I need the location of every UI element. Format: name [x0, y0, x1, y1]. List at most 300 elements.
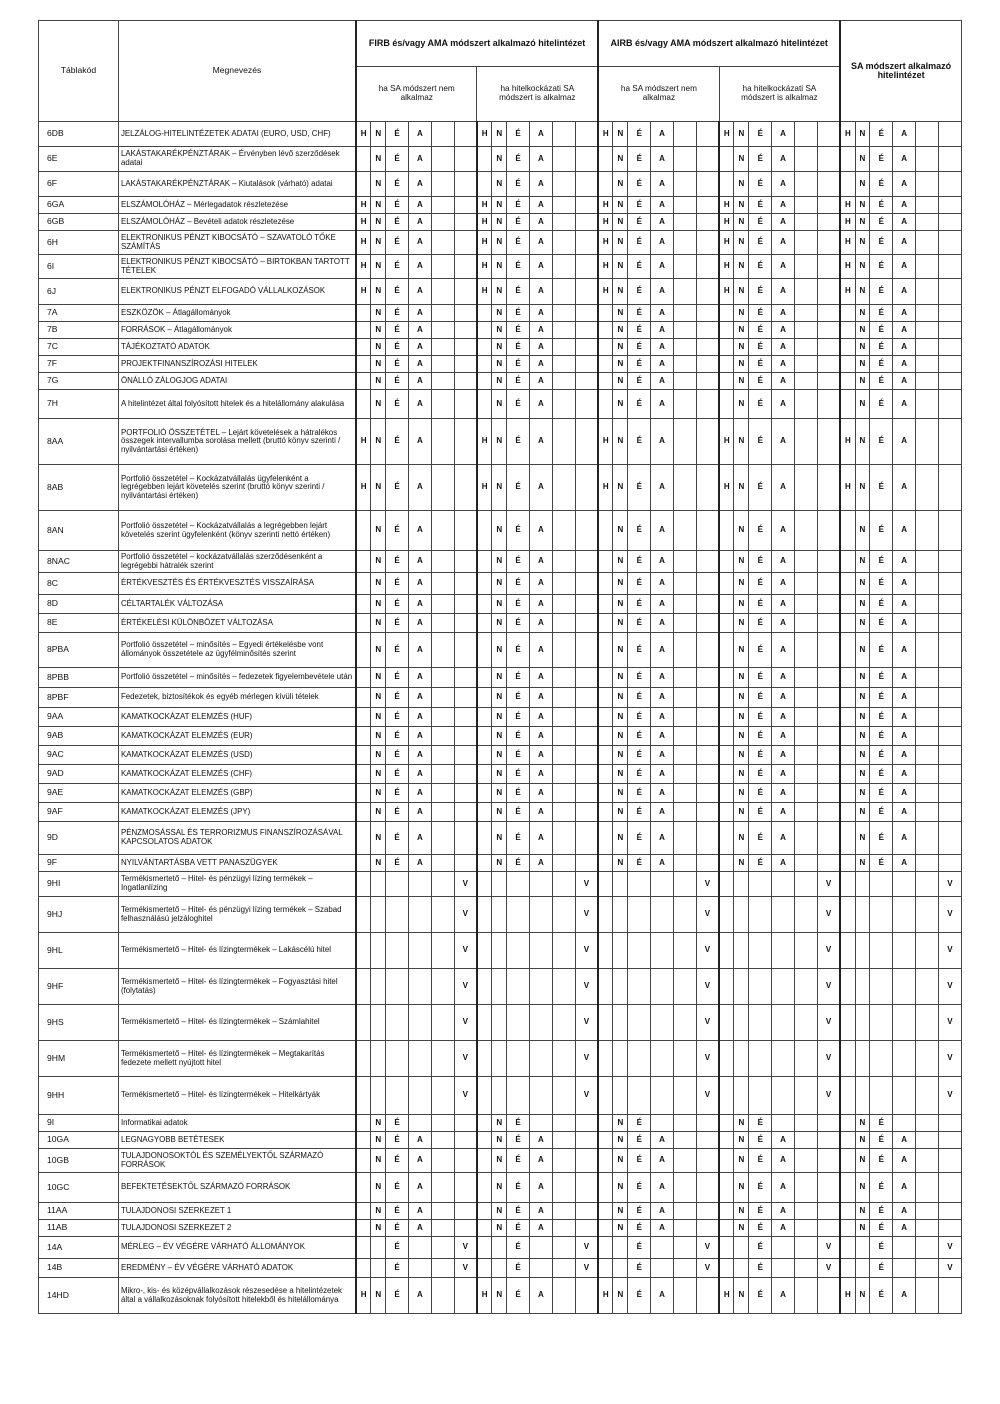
mark-cell-h: [477, 746, 492, 765]
mark-cell-x: [552, 551, 575, 573]
table-row: [39, 688, 962, 708]
mark-cell-a: A: [408, 1278, 431, 1314]
mark-cell-h: [477, 511, 492, 551]
mark-cell-x: [431, 255, 454, 279]
mark-cell-v: [938, 122, 961, 147]
mark-cell-n: N: [371, 765, 386, 784]
mark-cell-h: [477, 933, 492, 969]
mark-cell-n: [492, 1237, 507, 1259]
mark-cell-x: [673, 305, 696, 322]
mark-cell-n: N: [855, 633, 870, 668]
mark-cell-h: H: [477, 465, 492, 511]
mark-cell-a: [529, 1259, 552, 1278]
mark-cell-n: N: [734, 322, 749, 339]
mark-cell-v: [575, 708, 598, 727]
mark-cell-a: [408, 1077, 431, 1115]
mark-cell-v: [454, 595, 477, 614]
mark-cell-a: [893, 897, 916, 933]
mark-cell-h: [840, 322, 855, 339]
table-row: [39, 765, 962, 784]
mark-cell-x: [431, 1041, 454, 1077]
mark-cell-a: [529, 1005, 552, 1041]
mark-cell-h: [477, 1237, 492, 1259]
mark-cell-h: [840, 1149, 855, 1173]
mark-cell-n: N: [613, 668, 628, 688]
table-name-cell: KAMATKOCKÁZAT ELEMZÉS (GBP): [118, 784, 356, 803]
mark-cell-e: É: [628, 339, 651, 356]
mark-cell-n: N: [734, 633, 749, 668]
mark-cell-e: É: [870, 822, 893, 855]
mark-cell-h: [719, 1173, 734, 1203]
mark-cell-h: [719, 1149, 734, 1173]
mark-cell-v: V: [454, 897, 477, 933]
mark-cell-a: A: [529, 197, 552, 214]
table-code-cell: 9HF: [39, 969, 119, 1005]
mark-cell-v: [575, 255, 598, 279]
mark-cell-e: É: [507, 147, 530, 172]
mark-cell-a: A: [529, 279, 552, 305]
mark-cell-a: A: [651, 465, 674, 511]
mark-cell-v: V: [696, 1005, 719, 1041]
table-name-cell: ESZKÖZÖK – Átlagállományok: [118, 305, 356, 322]
mark-cell-a: A: [893, 1149, 916, 1173]
mark-cell-n: N: [371, 373, 386, 390]
mark-cell-e: É: [749, 214, 772, 231]
mark-cell-v: [696, 197, 719, 214]
mark-cell-e: É: [749, 305, 772, 322]
mark-cell-h: [477, 595, 492, 614]
mark-cell-n: N: [492, 708, 507, 727]
mark-cell-n: N: [492, 688, 507, 708]
mark-cell-e: [507, 1005, 530, 1041]
table-row: [39, 356, 962, 373]
mark-cell-v: [575, 1220, 598, 1237]
mark-cell-a: [408, 1259, 431, 1278]
mark-cell-n: [492, 1259, 507, 1278]
table-code-cell: 10GA: [39, 1132, 119, 1149]
mark-cell-v: [454, 1220, 477, 1237]
table-code-cell: 8PBB: [39, 668, 119, 688]
mark-cell-h: [356, 784, 371, 803]
mark-cell-v: [696, 1173, 719, 1203]
mark-cell-n: [492, 897, 507, 933]
table-name-cell: KAMATKOCKÁZAT ELEMZÉS (EUR): [118, 727, 356, 746]
mark-cell-h: H: [719, 465, 734, 511]
mark-cell-e: É: [386, 197, 409, 214]
mark-cell-e: É: [386, 356, 409, 373]
mark-cell-x: [916, 688, 939, 708]
mark-cell-a: A: [893, 765, 916, 784]
mark-cell-v: [938, 1203, 961, 1220]
mark-cell-e: É: [507, 255, 530, 279]
mark-cell-a: A: [529, 668, 552, 688]
table-code-cell: 8NAC: [39, 551, 119, 573]
mark-cell-n: N: [371, 551, 386, 573]
mark-cell-x: [916, 279, 939, 305]
mark-cell-e: É: [870, 305, 893, 322]
mark-cell-n: N: [492, 1149, 507, 1173]
mark-cell-n: N: [492, 746, 507, 765]
mark-cell-x: [916, 708, 939, 727]
mark-cell-x: [794, 933, 817, 969]
mark-cell-x: [673, 573, 696, 595]
mark-cell-e: [749, 969, 772, 1005]
table-row: [39, 855, 962, 872]
mark-cell-h: H: [719, 419, 734, 465]
mark-cell-x: [431, 614, 454, 633]
mark-cell-x: [431, 511, 454, 551]
mark-cell-x: [794, 784, 817, 803]
mark-cell-h: [719, 1132, 734, 1149]
mark-cell-a: A: [408, 122, 431, 147]
mark-cell-v: [575, 419, 598, 465]
mark-cell-v: [817, 339, 840, 356]
mark-cell-n: [613, 1005, 628, 1041]
mark-cell-n: N: [371, 279, 386, 305]
mark-cell-h: [719, 172, 734, 197]
mark-cell-e: É: [628, 1149, 651, 1173]
mark-cell-a: A: [529, 122, 552, 147]
mark-cell-h: [477, 339, 492, 356]
mark-cell-e: É: [386, 803, 409, 822]
mark-cell-e: É: [386, 339, 409, 356]
mark-cell-a: A: [772, 551, 795, 573]
mark-cell-v: [938, 214, 961, 231]
mark-cell-x: [431, 231, 454, 255]
mark-cell-x: [431, 390, 454, 419]
table-name-cell: Termékismertető – Hitel- és lízingtermékek – Hitelkártyák: [118, 1077, 356, 1115]
mark-cell-x: [552, 1220, 575, 1237]
mark-cell-h: H: [356, 419, 371, 465]
table-row: [39, 1115, 962, 1132]
table-row: [39, 122, 962, 147]
mark-cell-n: N: [613, 573, 628, 595]
mark-cell-x: [673, 1220, 696, 1237]
mark-cell-x: [673, 1041, 696, 1077]
mark-cell-v: [817, 688, 840, 708]
mark-cell-h: [598, 373, 613, 390]
mark-cell-a: A: [529, 1149, 552, 1173]
mark-cell-n: N: [492, 419, 507, 465]
mark-cell-e: É: [386, 1203, 409, 1220]
table-code-cell: 11AB: [39, 1220, 119, 1237]
mark-cell-h: [598, 803, 613, 822]
mark-cell-x: [794, 765, 817, 784]
mark-cell-a: A: [651, 373, 674, 390]
mark-cell-a: [772, 933, 795, 969]
mark-cell-a: A: [893, 305, 916, 322]
mark-cell-h: [598, 633, 613, 668]
mark-cell-h: [356, 1237, 371, 1259]
mark-cell-e: É: [628, 356, 651, 373]
mark-cell-v: [575, 822, 598, 855]
mark-cell-e: [507, 872, 530, 897]
mark-cell-n: N: [855, 465, 870, 511]
mark-cell-n: N: [855, 172, 870, 197]
mark-cell-h: [719, 784, 734, 803]
mark-cell-x: [673, 1077, 696, 1115]
mark-cell-v: [696, 339, 719, 356]
mark-cell-h: [598, 1005, 613, 1041]
mark-cell-e: É: [628, 122, 651, 147]
mark-cell-e: É: [386, 214, 409, 231]
mark-cell-x: [552, 197, 575, 214]
mark-cell-v: [696, 595, 719, 614]
mark-cell-v: [696, 279, 719, 305]
table-code-cell: 8AA: [39, 419, 119, 465]
mark-cell-v: [938, 573, 961, 595]
mark-cell-e: É: [507, 1149, 530, 1173]
mark-cell-n: N: [613, 172, 628, 197]
mark-cell-x: [794, 1005, 817, 1041]
mark-cell-h: [598, 969, 613, 1005]
mark-cell-v: [575, 614, 598, 633]
mark-cell-v: [817, 172, 840, 197]
mark-cell-n: N: [855, 279, 870, 305]
mark-cell-v: [817, 419, 840, 465]
mark-cell-v: [938, 465, 961, 511]
mark-cell-n: [855, 1237, 870, 1259]
mark-cell-h: [719, 1041, 734, 1077]
mark-cell-e: É: [749, 255, 772, 279]
mark-cell-v: [817, 197, 840, 214]
mark-cell-x: [431, 1220, 454, 1237]
mark-cell-v: [938, 855, 961, 872]
mark-cell-x: [794, 1203, 817, 1220]
mark-cell-v: [696, 1220, 719, 1237]
table-row: [39, 231, 962, 255]
table-name-cell: KAMATKOCKÁZAT ELEMZÉS (JPY): [118, 803, 356, 822]
mark-cell-n: [734, 1041, 749, 1077]
mark-cell-n: N: [492, 373, 507, 390]
mark-cell-n: N: [371, 390, 386, 419]
mark-cell-a: A: [893, 573, 916, 595]
mark-cell-h: [477, 322, 492, 339]
mark-cell-a: A: [408, 419, 431, 465]
mark-cell-e: É: [386, 1115, 409, 1132]
mark-cell-a: A: [529, 746, 552, 765]
mark-cell-e: É: [507, 551, 530, 573]
mark-cell-v: [454, 614, 477, 633]
mark-cell-n: N: [613, 390, 628, 419]
mark-cell-e: É: [386, 688, 409, 708]
mark-cell-e: É: [870, 172, 893, 197]
mark-cell-n: N: [855, 214, 870, 231]
table-row: [39, 784, 962, 803]
mark-cell-v: V: [575, 872, 598, 897]
mark-cell-x: [552, 872, 575, 897]
table-name-cell: LAKÁSTAKARÉKPÉNZTÁRAK – Kiutalások (várható) adatai: [118, 172, 356, 197]
mark-cell-n: N: [855, 822, 870, 855]
mark-cell-h: [840, 708, 855, 727]
mark-cell-h: [356, 373, 371, 390]
mark-cell-n: N: [613, 339, 628, 356]
mark-cell-x: [916, 1203, 939, 1220]
mark-cell-n: N: [371, 668, 386, 688]
mark-cell-e: É: [628, 688, 651, 708]
mark-cell-a: [408, 897, 431, 933]
mark-cell-n: N: [371, 614, 386, 633]
table-code-cell: 7F: [39, 356, 119, 373]
mark-cell-a: [651, 1237, 674, 1259]
mark-cell-n: N: [613, 305, 628, 322]
mark-cell-h: [840, 1237, 855, 1259]
mark-cell-e: É: [507, 1203, 530, 1220]
mark-cell-e: É: [870, 855, 893, 872]
mark-cell-a: A: [529, 1173, 552, 1203]
table-code-cell: 14HD: [39, 1278, 119, 1314]
mark-cell-a: A: [651, 765, 674, 784]
mark-cell-v: [696, 390, 719, 419]
mark-cell-a: A: [651, 822, 674, 855]
mark-cell-x: [552, 1149, 575, 1173]
mark-cell-a: [529, 1237, 552, 1259]
mark-cell-x: [794, 419, 817, 465]
mark-cell-n: N: [855, 511, 870, 551]
mark-cell-x: [431, 551, 454, 573]
mark-cell-a: A: [772, 390, 795, 419]
mark-cell-a: A: [772, 1132, 795, 1149]
mark-cell-x: [916, 1041, 939, 1077]
mark-cell-n: N: [371, 1149, 386, 1173]
mark-cell-e: É: [386, 322, 409, 339]
mark-cell-e: [870, 933, 893, 969]
mark-cell-a: A: [408, 551, 431, 573]
mark-cell-h: [598, 595, 613, 614]
mark-cell-v: [817, 855, 840, 872]
mark-cell-a: A: [893, 322, 916, 339]
mark-cell-v: [938, 419, 961, 465]
mark-cell-h: [719, 551, 734, 573]
mark-cell-e: É: [507, 279, 530, 305]
mark-cell-x: [673, 231, 696, 255]
mark-cell-x: [916, 551, 939, 573]
mark-cell-x: [552, 573, 575, 595]
mark-cell-n: N: [371, 305, 386, 322]
mark-cell-x: [431, 197, 454, 214]
mark-cell-n: N: [734, 122, 749, 147]
mark-cell-h: H: [840, 279, 855, 305]
mark-cell-x: [673, 855, 696, 872]
mark-cell-e: É: [870, 1278, 893, 1314]
table-code-cell: 9F: [39, 855, 119, 872]
mark-cell-e: É: [507, 172, 530, 197]
mark-cell-v: [696, 147, 719, 172]
mark-cell-n: N: [371, 1278, 386, 1314]
mark-cell-h: [477, 668, 492, 688]
mark-cell-x: [673, 933, 696, 969]
mark-cell-v: [696, 803, 719, 822]
table-row: [39, 897, 962, 933]
mark-cell-h: [598, 511, 613, 551]
mark-cell-n: N: [613, 1220, 628, 1237]
mark-cell-a: A: [408, 803, 431, 822]
mark-cell-h: [840, 872, 855, 897]
mark-cell-n: N: [371, 322, 386, 339]
mark-cell-x: [552, 305, 575, 322]
mark-cell-v: V: [454, 1041, 477, 1077]
mark-cell-v: V: [938, 1259, 961, 1278]
mark-cell-v: [575, 465, 598, 511]
mark-cell-n: N: [855, 1203, 870, 1220]
mark-cell-a: A: [408, 147, 431, 172]
mark-cell-a: A: [529, 633, 552, 668]
mark-cell-h: [840, 765, 855, 784]
mark-cell-n: N: [492, 390, 507, 419]
mark-cell-v: [817, 305, 840, 322]
mark-cell-x: [916, 573, 939, 595]
mark-cell-e: É: [386, 633, 409, 668]
mark-cell-a: A: [893, 1278, 916, 1314]
mark-cell-a: A: [772, 147, 795, 172]
table-row: [39, 1041, 962, 1077]
table-row: [39, 373, 962, 390]
mark-cell-n: N: [492, 255, 507, 279]
mark-cell-h: [477, 633, 492, 668]
mark-cell-h: [356, 551, 371, 573]
mark-cell-e: É: [870, 147, 893, 172]
mark-cell-x: [552, 322, 575, 339]
mark-cell-n: N: [613, 614, 628, 633]
mark-cell-n: [613, 1237, 628, 1259]
mark-cell-v: V: [454, 1259, 477, 1278]
mark-cell-x: [916, 231, 939, 255]
mark-cell-x: [431, 933, 454, 969]
mark-cell-n: N: [492, 1173, 507, 1203]
mark-cell-v: V: [817, 1041, 840, 1077]
mark-cell-a: [651, 933, 674, 969]
mark-cell-n: N: [613, 1115, 628, 1132]
mark-cell-x: [552, 1278, 575, 1314]
mark-cell-n: [734, 969, 749, 1005]
table-name-cell: CÉLTARTALÉK VÁLTOZÁSA: [118, 595, 356, 614]
mark-cell-x: [552, 214, 575, 231]
mark-cell-n: N: [492, 214, 507, 231]
mark-cell-a: A: [772, 339, 795, 356]
mark-cell-n: N: [855, 419, 870, 465]
table-row: [39, 1077, 962, 1115]
mark-cell-v: [696, 551, 719, 573]
mark-cell-h: [477, 784, 492, 803]
mark-cell-v: [817, 784, 840, 803]
mark-cell-h: [356, 765, 371, 784]
table-code-cell: 9AE: [39, 784, 119, 803]
mark-cell-h: [477, 305, 492, 322]
mark-cell-n: N: [492, 573, 507, 595]
mark-cell-h: H: [598, 419, 613, 465]
mark-cell-a: A: [408, 595, 431, 614]
mark-cell-x: [794, 573, 817, 595]
mark-cell-a: A: [529, 595, 552, 614]
mark-cell-a: A: [651, 356, 674, 373]
mark-cell-n: N: [613, 1149, 628, 1173]
mark-cell-v: [938, 1278, 961, 1314]
mark-cell-v: [817, 147, 840, 172]
mark-cell-e: [870, 969, 893, 1005]
mark-cell-e: É: [507, 1173, 530, 1203]
mark-cell-n: N: [371, 356, 386, 373]
mark-cell-e: É: [507, 668, 530, 688]
mark-cell-v: V: [696, 969, 719, 1005]
mark-cell-x: [431, 373, 454, 390]
mark-cell-n: N: [734, 614, 749, 633]
table-row: [39, 746, 962, 765]
mark-cell-e: É: [628, 255, 651, 279]
mark-cell-n: [371, 897, 386, 933]
mark-cell-v: [817, 214, 840, 231]
mark-cell-x: [431, 172, 454, 197]
mark-cell-n: N: [371, 595, 386, 614]
